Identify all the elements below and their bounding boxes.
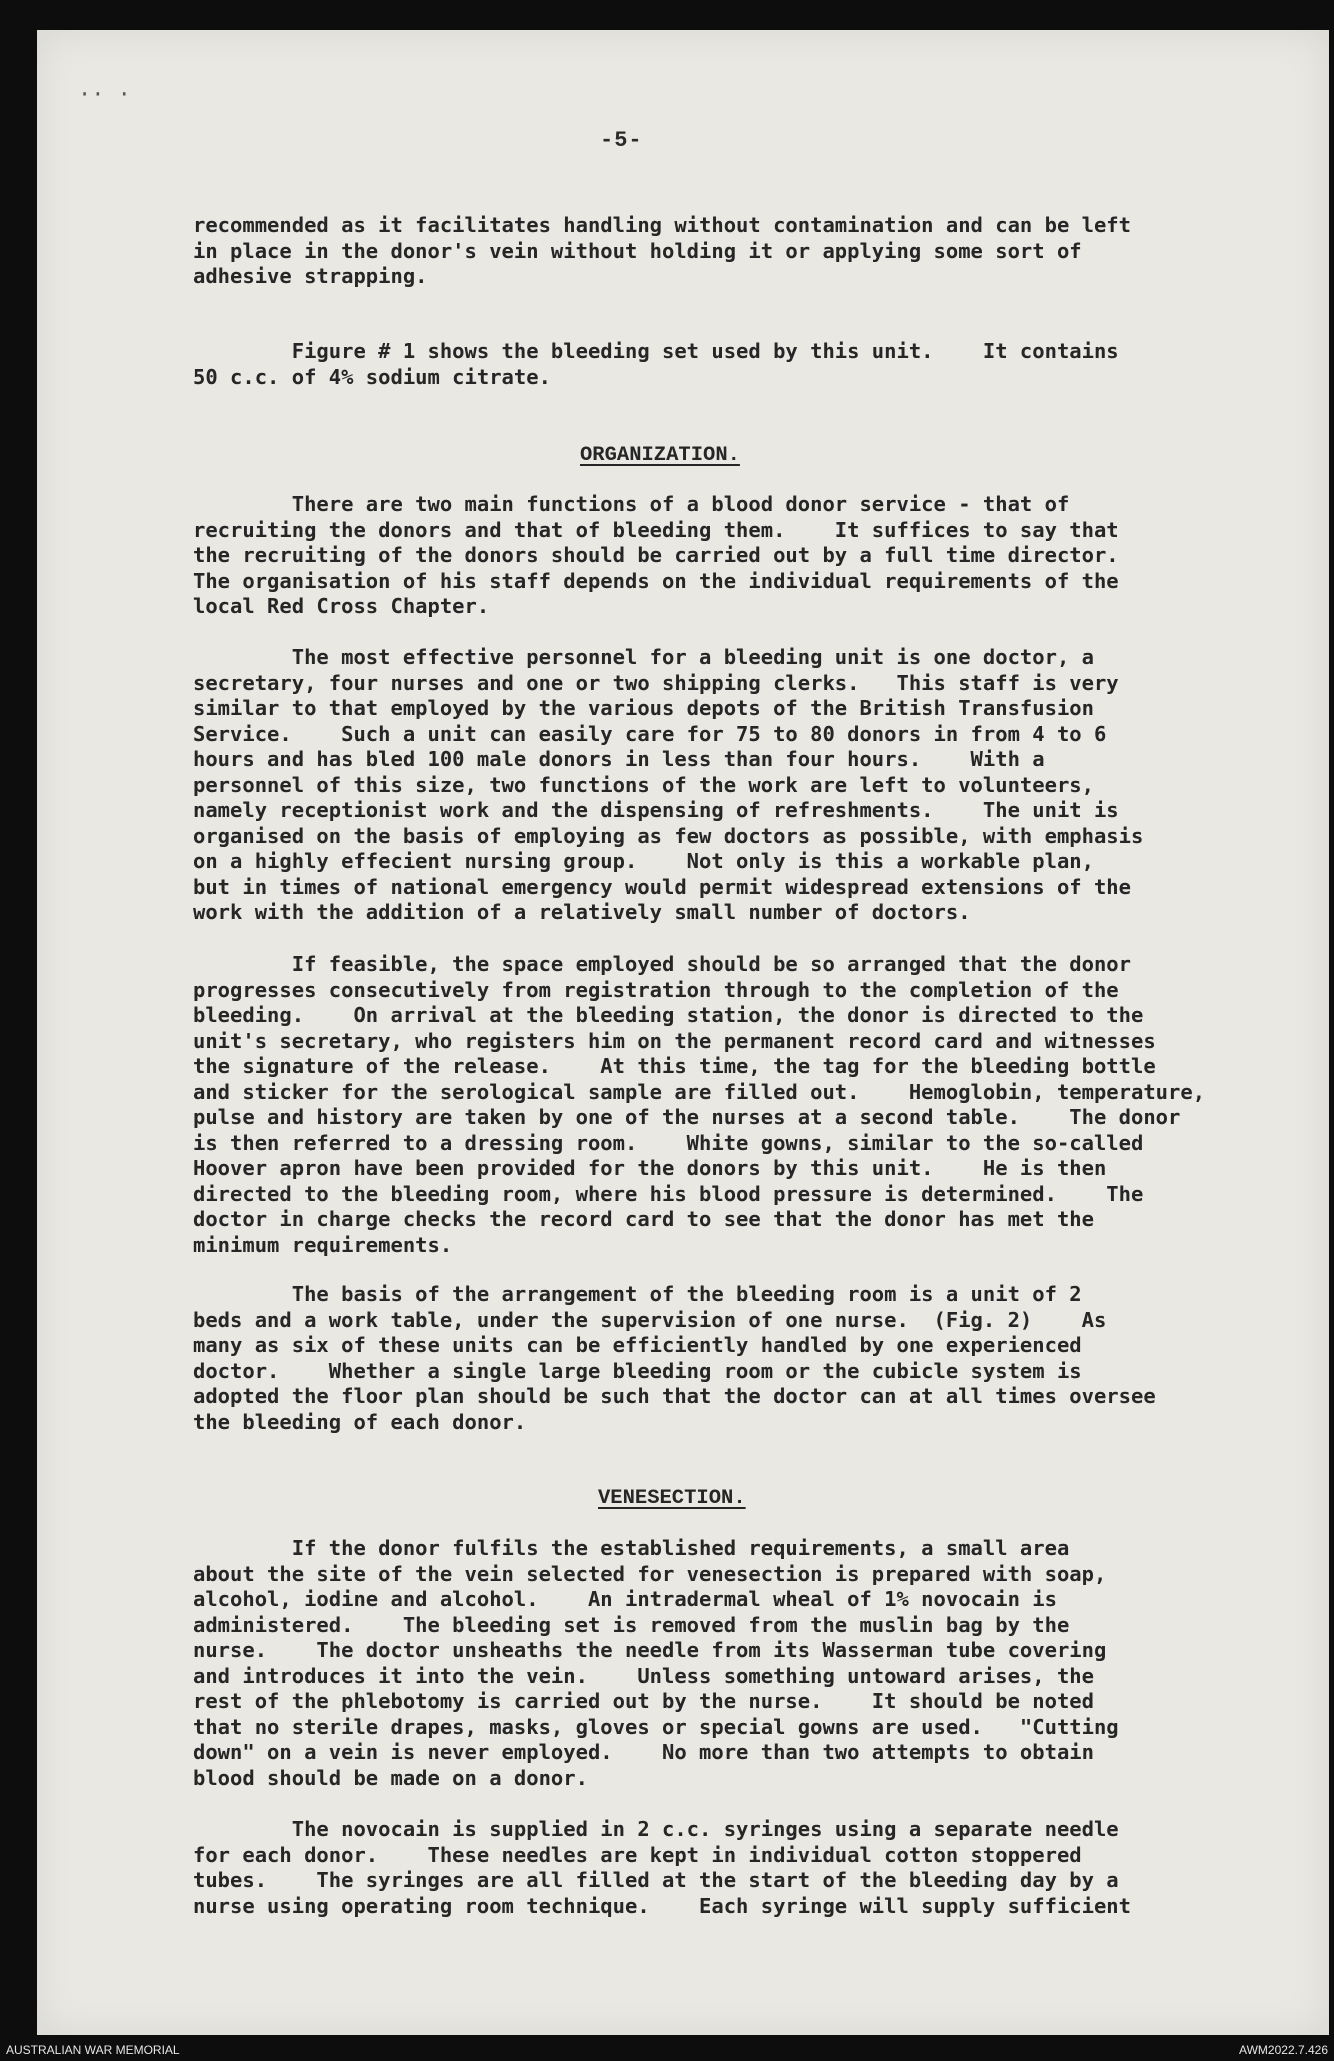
paragraph-novocain: The novocain is supplied in 2 c.c. syringes using a separate needle for each donor. These needles are kept in individual cotton stoppered tubes. The syringes are all filled at the start of the bleeding day by a nurse using operating room technique. Each syringe will supply sufficient [193, 1817, 1131, 1918]
page-number: -5- [600, 128, 643, 153]
paragraph-space: If feasible, the space employed should be so arranged that the donor progresses consecutively from registration through to the completion of the bleeding. On arrival at the bleeding station, the donor is directed to the unit's secretary, who registers him on the permanent record card and witnesses the signature of the release. At this time, the tag for the bleeding bottle and sticker for the serological sample are filled out. Hemoglobin, temperature, pulse and history are taken by one of the nurses at a second table. The donor is then referred to a dressing room. White gowns, similar to the so-called Hoover apron have been provided for the donors by this unit. He is then directed to the bleeding room, where his blood pressure is determined. The doctor in charge checks the record card to see that the donor has met the minimum requirements. [193, 952, 1206, 1257]
paragraph-personnel: The most effective personnel for a bleeding unit is one doctor, a secretary, four nurses and one or two shipping clerks. This staff is very similar to that employed by the various depots of the British Transfusion Service. Such a unit can easily care for 75 to 80 donors in from 4 to 6 hours and has bled 100 male donors in less than four hours. With a personnel of this size, two functions of the work are left to volunteers, namely receptionist work and the dispensing of refreshments. The unit is organised on the basis of employing as few doctors as possible, with emphasis on a highly effecient nursing group. Not only is this a workable plan, but in times of national emergency would permit widespread extensions of the work with the addition of a relatively small number of doctors. [193, 645, 1144, 924]
paragraph-intro: recommended as it facilitates handling without contamination and can be left in place in the donor's vein without holding it or applying some sort of adhesive strapping. [193, 213, 1131, 288]
paragraph-figure: Figure # 1 shows the bleeding set used by this unit. It contains 50 c.c. of 4% sodium citrate. [193, 339, 1119, 389]
margin-marks: ·· · [78, 82, 131, 107]
heading-organization: ORGANIZATION. [580, 444, 740, 467]
footer-right: AWM2022.7.426 [1239, 2043, 1328, 2057]
paragraph-arrangement: The basis of the arrangement of the bleeding room is a unit of 2 beds and a work table, under the supervision of one nurse. (Fig. 2) As many as six of these units can be efficiently handled by one experienced doctor. Whether a single large bleeding room or the cubicle system is adopted the floor plan should be such that the doctor can at all times oversee the bleeding of each donor. [193, 1282, 1156, 1434]
footer-left: AUSTRALIAN WAR MEMORIAL [6, 2043, 180, 2057]
paragraph-venesection: If the donor fulfils the established requirements, a small area about the site of the vein selected for venesection is prepared with soap, alcohol, iodine and alcohol. An intradermal wheal of 1% novocain is administered. The bleeding set is removed from the muslin bag by the nurse. The doctor unsheaths the needle from its Wasserman tube covering and introduces it into the vein. Unless something untoward arises, the rest of the phlebotomy is carried out by the nurse. It should be noted that no sterile drapes, masks, gloves or special gowns are used. "Cutting down" on a vein is never employed. No more than two attempts to obtain blood should be made on a donor. [193, 1536, 1119, 1790]
heading-venesection: VENESECTION. [598, 1487, 746, 1510]
paragraph-functions: There are two main functions of a blood donor service - that of recruiting the donors and that of bleeding them. It suffices to say that the recruiting of the donors should be carried out by a full time director. The organisation of his staff depends on the individual requirements of the local Red Cross Chapter. [193, 492, 1119, 618]
